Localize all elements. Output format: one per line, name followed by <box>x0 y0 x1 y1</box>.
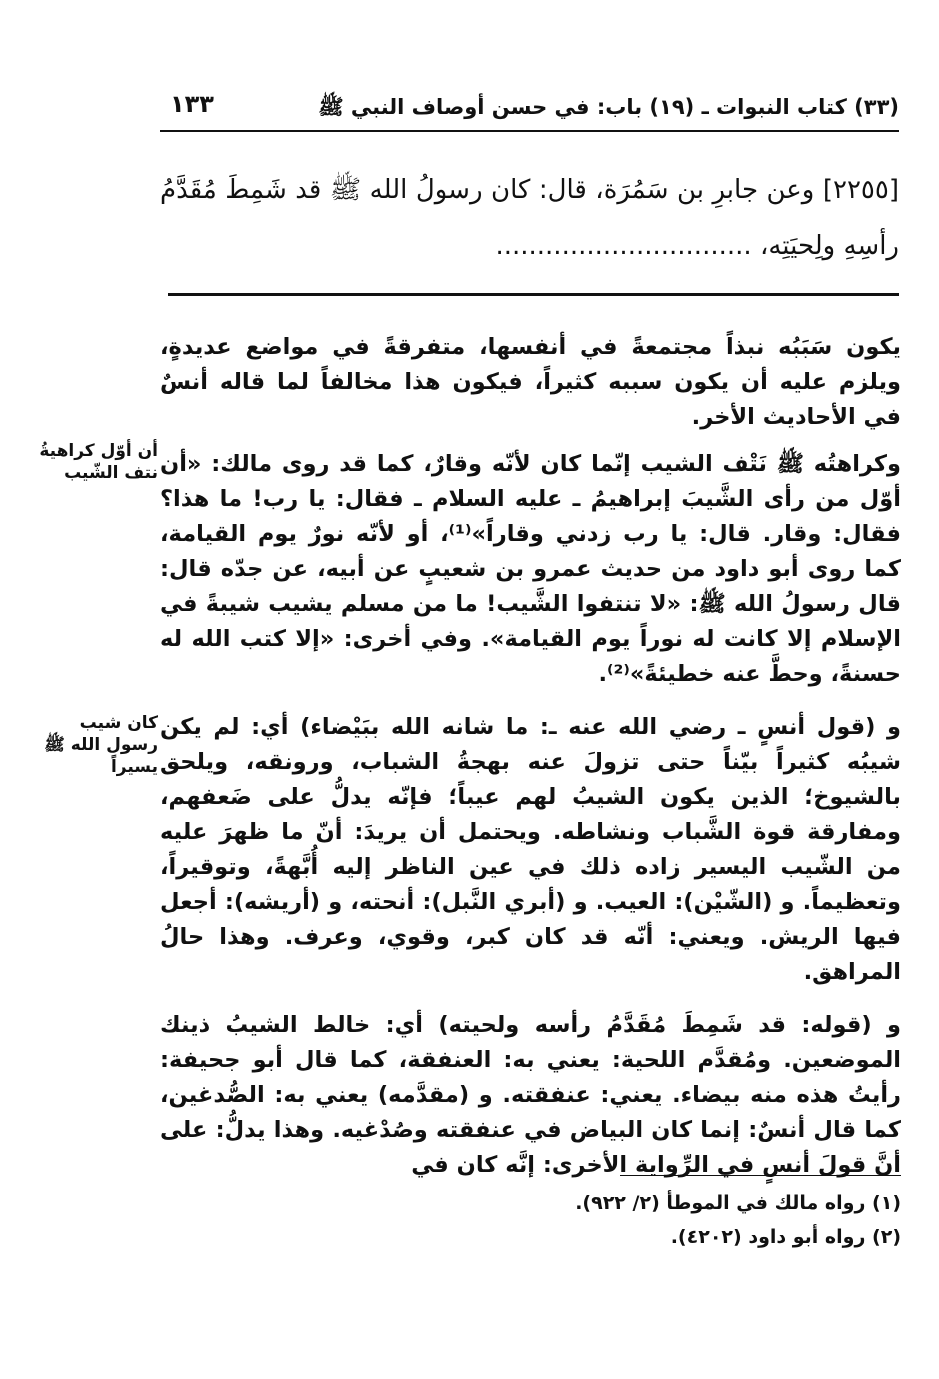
footnote-1: (١) رواه مالك في الموطأ (٢/ ٩٢٢). <box>575 1192 901 1214</box>
hadith-number: [٢٢٥٥] <box>822 175 900 205</box>
page-number: ١٣٣ <box>170 90 214 118</box>
paragraph-4: و (قوله: قد شَمِطَ مُقَدَّمُ رأسه ولحيته) أي: خالط الشيبُ ذينك الموضعين. ومُقدَّم اللحية: يعني به: العنفقة، كما قال أبو جحيفة: رأيتُ هذه منه بيضاء. يعني: عنفقته. و (مقدَّمه) يعني به: الصُّدغين، كما قال أنسٌ: إنما كان البياض في عنفقته وصُدْغيه. وهذا يدلُّ: على أنَّ قولَ أنسٍ في الرِّواية الأخرى: إنَّه كان في <box>160 1012 901 1178</box>
footnotes <box>160 1186 901 1254</box>
margin-note-1: أن أوّل كراهيةُ نتف الشّيب <box>39 441 158 483</box>
hadith-block <box>160 162 899 274</box>
footnote-2: (٢) رواه أبو داود (٤٢٠٢). <box>670 1226 901 1248</box>
chapter-title: (٣٣) كتاب النبوات ـ (١٩) باب: في حسن أوصاف النبي ﷺ <box>318 95 899 119</box>
margin-note-2: كان شيب رسول الله ﷺ يسيراً <box>44 713 158 777</box>
paragraph-3: و (قول أنسٍ ـ رضي الله عنه ـ: ما شانه الله ببَيْضاء) أي: لم يكن شيبُه كثيراً بيّناً حتى تزولَ عنه بهجةُ الشباب، ورونقه، ويلحق بالشيوخ؛ الذين يكون الشيبُ لهم عيباً؛ فإنّه يدلُّ على ضَعفهم، ومفارقة قوة الشَّباب ونشاطه. ويحتمل أن يريدَ: أنّ ما ظهرَ عليه من الشّيب اليسير زاده ذلك في عين الناظر إليه أُبَّهةً، وتوقيراً، وتعظيماً. و (الشّيْن): العيب. و (أبري النَّبل): أنحته، و (أريشه): أجعل فيها الريش. ويعني: أنّه قد كان كبر، وقوي، وعرف. وهذا حالُ المراهق. <box>160 714 901 985</box>
commentary-body <box>160 330 901 1201</box>
paragraph-1: يكون سَبَبُه نبذاً مجتمعةً في أنفسها، متفرقةً في مواضع عديدةٍ، ويلزم عليه أن يكون سببه كثيراً، فيكون هذا مخالفاً لما قاله أنسٌ في الأحاديث الأخر. <box>160 334 901 430</box>
footnote-rule <box>620 1175 901 1176</box>
running-header <box>160 88 899 126</box>
hadith-separator <box>168 293 899 296</box>
hadith-text: وعن جابرِ بن سَمُرَة، قال: كان رسولُ الله ﷺ قد شَمِطَ مُقَدَّمُ رأسِهِ ولِحيَتِه، <box>160 175 899 261</box>
header-rule <box>160 130 899 132</box>
hadith-ellipsis: ............................... <box>495 231 752 261</box>
paragraph-2: وكراهتُه ﷺ نَتْف الشيب إنّما كان لأنّه وقارٌ، كما قد روى مالك: «أن أوّل من رأى الشَّيبَ إبراهيمُ ـ عليه السلام ـ فقال: يا رب! ما هذا؟ فقال: وقار. قال: يا رب زدني وقاراً»⁽¹⁾، أو لأنّه نورٌ يوم القيامة، كما روى أبو داود من حديث عمرو بن شعيبٍ عن أبيه، عن جدّه قال: قال رسولُ الله ﷺ: «لا تنتفوا الشَّيب! ما من مسلم يشيب شيبةً في الإسلام إلا كانت له نوراً يوم القيامة». وفي أخرى: «إلا كتب الله له حسنةً، وحطَّ عنه خطيئةً»⁽²⁾. <box>160 451 901 687</box>
